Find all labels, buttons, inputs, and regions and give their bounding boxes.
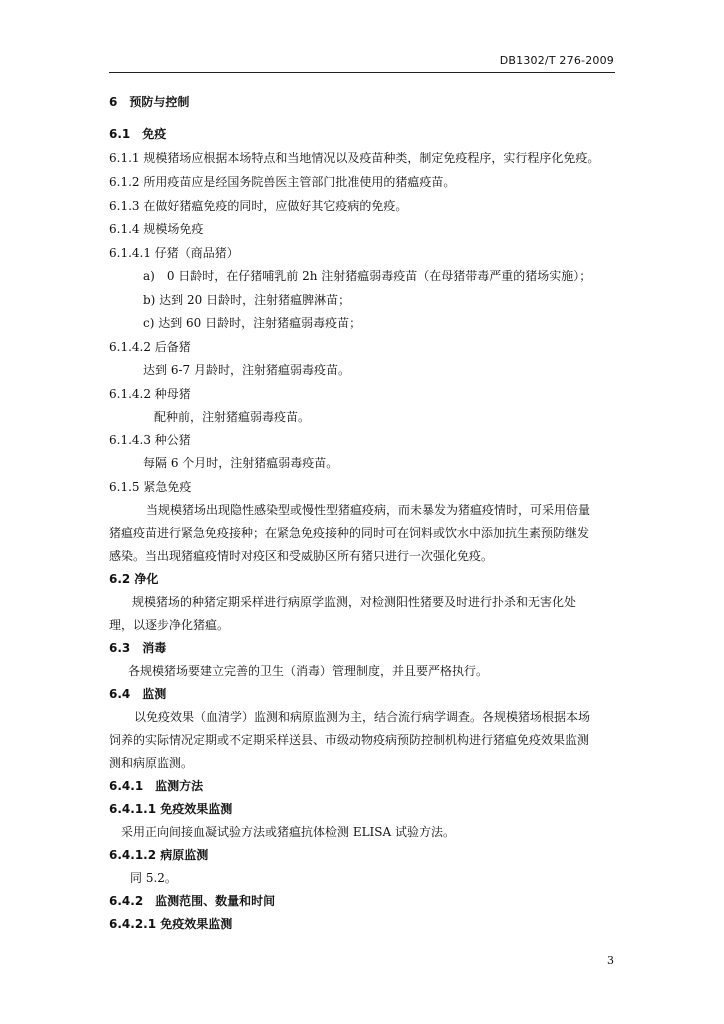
heading: 6.1.4.1 仔猪（商品猪） xyxy=(109,246,239,260)
document-code: DB1302/T 276-2009 xyxy=(499,54,614,67)
heading: 6.1.5 紧急免疫 xyxy=(109,480,192,494)
header-divider xyxy=(109,72,615,73)
paragraph-line: 同 5.2。 xyxy=(130,871,177,885)
paragraph-line: 配种前，注射猪瘟弱毒疫苗。 xyxy=(154,410,311,424)
paragraph-line: 以免疫效果（血清学）监测和病原监测为主，结合流行病学调查。各规模猪场根据本场 xyxy=(134,710,591,724)
heading: 6.1.4.2 种母猪 xyxy=(109,387,191,401)
heading: 6.2 净化 xyxy=(109,572,159,586)
paragraph-line: 采用正向间接血凝试验方法或猪瘟抗体检测 ELISA 试验方法。 xyxy=(121,825,455,839)
heading: 6.3 消毒 xyxy=(109,641,167,655)
paragraph-line: 各规模猪场要建立完善的卫生（消毒）管理制度，并且要严格执行。 xyxy=(128,664,489,678)
paragraph-line: 当规模猪场出现隐性感染型或慢性型猪瘟疫病，而未暴发为猪瘟疫情时，可采用倍量 xyxy=(146,503,591,517)
paragraph-line: 达到 6-7 月龄时，注射猪瘟弱毒疫苗。 xyxy=(143,363,350,377)
paragraph-line: 6.1.2 所用疫苗应是经国务院兽医主管部门批准使用的猪瘟疫苗。 xyxy=(109,175,456,189)
paragraph-line: 测和病原监测。 xyxy=(109,756,194,770)
paragraph-line: 每隔 6 个月时，注射猪瘟弱毒疫苗。 xyxy=(143,456,339,470)
page-number: 3 xyxy=(607,954,614,967)
list-item: c) 达到 60 日龄时，注射猪瘟弱毒疫苗； xyxy=(143,316,362,330)
paragraph-line: 猪瘟疫苗进行紧急免疫接种；在紧急免疫接种的同时可在饲料或饮水中添加抗生素预防继发 xyxy=(109,526,590,540)
paragraph-line: 规模猪场的种猪定期采样进行病原学监测，对检测阳性猪要及时进行扑杀和无害化处 xyxy=(132,595,577,609)
list-item: a) 0 日龄时，在仔猪哺乳前 2h 注射猪瘟弱毒疫苗（在母猪带毒严重的猪场实施）； xyxy=(143,269,592,283)
heading: 6.4.1 监测方法 xyxy=(109,779,204,793)
paragraph-line: 饲养的实际情况定期或不定期采样送县、市级动物疫病预防控制机构进行猪瘟免疫效果监测 xyxy=(109,733,590,747)
heading: 6.4.1.1 免疫效果监测 xyxy=(109,802,233,816)
heading: 6.4.2.1 免疫效果监测 xyxy=(109,917,233,931)
paragraph-line: 理，以逐步净化猪瘟。 xyxy=(109,618,230,632)
paragraph-line: 感染。当出现猪瘟疫情时对疫区和受威胁区所有猪只进行一次强化免疫。 xyxy=(109,549,494,563)
heading: 6.1.4.2 后备猪 xyxy=(109,340,191,354)
heading: 6.4.2 监测范围、数量和时间 xyxy=(109,894,276,908)
heading: 6.4.1.2 病原监测 xyxy=(109,848,209,862)
section-title: 6 预防与控制 xyxy=(109,95,190,109)
list-item: b) 达到 20 日龄时，注射猪瘟脾淋苗； xyxy=(143,293,351,307)
paragraph-line: 6.1.1 规模猪场应根据本场特点和当地情况以及疫苗种类，制定免疫程序，实行程序化免疫。 xyxy=(109,151,600,165)
paragraph-line: 6.1.3 在做好猪瘟免疫的同时，应做好其它疫病的免疫。 xyxy=(109,199,408,213)
heading: 6.1.4 规模场免疫 xyxy=(109,222,204,236)
heading: 6.1.4.3 种公猪 xyxy=(109,433,191,447)
heading: 6.1 免疫 xyxy=(109,127,167,141)
heading: 6.4 监测 xyxy=(109,687,167,701)
